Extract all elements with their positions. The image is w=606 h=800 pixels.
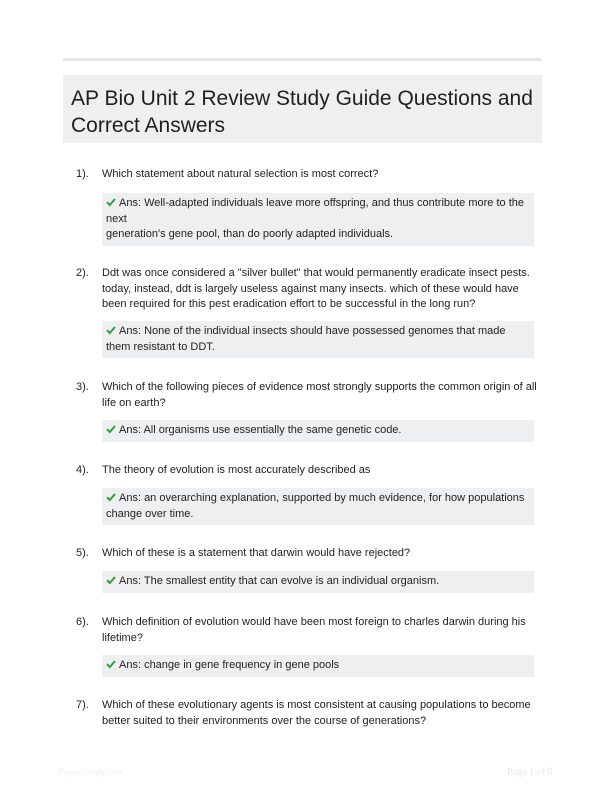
page-number: Page 1 of 6 [507, 767, 553, 778]
question-number: 3). [76, 381, 89, 393]
question-text: Which definition of evolution would have been most foreign to charles darwin during his lifetime? [102, 616, 526, 644]
question-text: Which of these is a statement that darwin would have rejected? [102, 547, 411, 559]
question-number: 7). [76, 699, 89, 711]
answer-text-line: Ans: None of the individual insects should have possessed genomes that made them resistant to DDT. [106, 325, 506, 353]
question-number: 5). [76, 547, 89, 559]
question-text: Which statement about natural selection is most correct? [102, 168, 379, 180]
answer-text-line: Ans: All organisms use essentially the same genetic code. [119, 424, 402, 436]
footer-watermark: PaperStudy.com [58, 767, 124, 777]
answer-box [102, 655, 534, 677]
question-text: Ddt was once considered a "silver bullet" that would permanently eradicate insect pests. today, instead, ddt is largely useless against many insects. which of these would have been required for this pest eradication effort to be successful in the long run? [102, 267, 530, 310]
top-rule [63, 58, 542, 61]
page-title: AP Bio Unit 2 Review Study Guide Questions and Correct Answers [71, 87, 533, 137]
answer-box [102, 193, 534, 246]
question-text: Which of these evolutionary agents is most consistent at causing populations to become better suited to their environments over the course of generations? [102, 699, 531, 727]
question-number: 1). [76, 168, 89, 180]
checkmark-icon [106, 197, 116, 207]
answer-text-line: generation's gene pool, than do poorly adapted individuals. [106, 228, 394, 240]
checkmark-icon [106, 659, 116, 669]
question-number: 6). [76, 616, 89, 628]
answer-box [102, 420, 534, 442]
answer-box [102, 488, 534, 525]
question-number: 2). [76, 267, 89, 279]
question-text: The theory of evolution is most accurately described as [102, 464, 371, 476]
answer-box [102, 571, 534, 593]
checkmark-icon [106, 575, 116, 585]
answer-text-line: Ans: change in gene frequency in gene pools [119, 659, 340, 671]
checkmark-icon [106, 325, 116, 335]
checkmark-icon [106, 424, 116, 434]
question-number: 4). [76, 464, 89, 476]
answer-text-line: Ans: an overarching explanation, supported by much evidence, for how populations change over time. [106, 492, 525, 520]
question-text: Which of the following pieces of evidence most strongly supports the common origin of all life on earth? [102, 381, 537, 409]
checkmark-icon [106, 492, 116, 502]
answer-text-line: Ans: The smallest entity that can evolve is an individual organism. [119, 575, 440, 587]
answer-box [102, 321, 534, 358]
title-box [63, 75, 542, 143]
answer-text-line: Ans: Well-adapted individuals leave more offspring, and thus contribute more to the next [106, 197, 524, 225]
